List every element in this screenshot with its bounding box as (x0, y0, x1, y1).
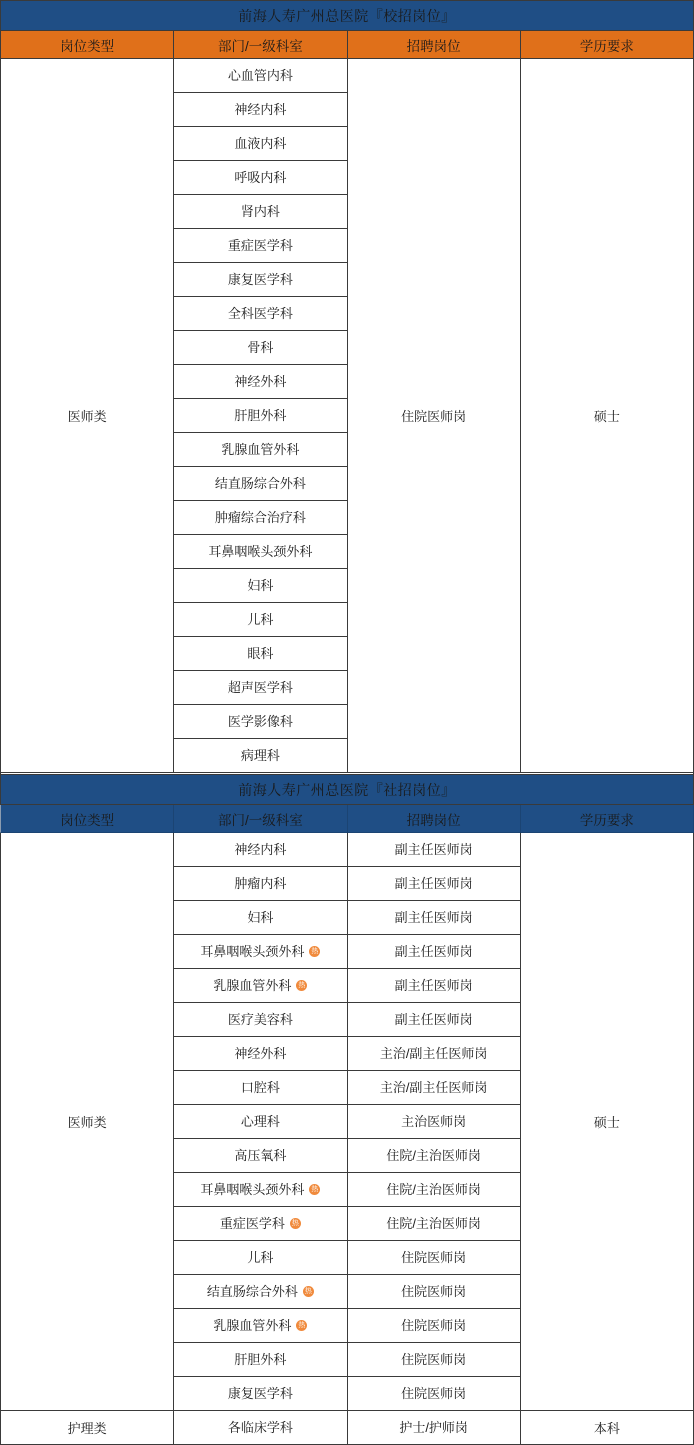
department-label: 神经外科 (234, 1046, 287, 1061)
department-cell (174, 297, 347, 331)
section-title: 前海人寿广州总医院『校招岗位』 (1, 1, 694, 31)
department-label: 重症医学科 (219, 1216, 285, 1231)
position-cell: 副主任医师岗 (347, 901, 520, 935)
hot-icon: 热 (304, 1288, 312, 1296)
column-header-1: 岗位类型 (1, 31, 174, 59)
position-cell: 住院/主治医师岗 (347, 1139, 520, 1173)
education-cell: 本科 (520, 1411, 693, 1445)
position-cell: 副主任医师岗 (347, 867, 520, 901)
department-cell (174, 671, 347, 705)
hot-icon: 热 (311, 1186, 319, 1194)
position-cell: 主治/副主任医师岗 (347, 1071, 520, 1105)
department-label: 肿瘤综合治疗科 (214, 510, 306, 525)
department-label: 妇科 (247, 578, 274, 593)
column-header-4: 学历要求 (520, 31, 693, 59)
department-cell (174, 1037, 347, 1071)
department-cell (174, 1275, 347, 1309)
department-cell (174, 603, 347, 637)
department-label: 乳腺血管外科 (213, 1318, 292, 1333)
department-cell (174, 1105, 347, 1139)
department-cell (174, 569, 347, 603)
column-header-3: 招聘岗位 (347, 31, 520, 59)
department-cell (174, 161, 347, 195)
department-label: 结直肠综合外科 (214, 476, 306, 491)
department-cell (174, 969, 347, 1003)
column-header-2: 部门/一级科室 (174, 805, 347, 833)
column-header-row (1, 31, 694, 59)
department-label: 超声医学科 (227, 680, 293, 695)
position-cell: 住院/主治医师岗 (347, 1207, 520, 1241)
position-cell: 主治/副主任医师岗 (347, 1037, 520, 1071)
education-cell: 硕士 (520, 833, 693, 1411)
department-cell (174, 399, 347, 433)
department-label: 肿瘤内科 (234, 876, 287, 891)
column-header-2: 部门/一级科室 (174, 31, 347, 59)
department-cell (174, 1241, 347, 1275)
department-label: 眼科 (247, 646, 274, 661)
department-label: 心血管内科 (227, 68, 293, 83)
column-header-row (1, 805, 694, 833)
department-cell (174, 195, 347, 229)
position-cell: 住院医师岗 (347, 1377, 520, 1411)
table-row (1, 59, 694, 93)
department-label: 各临床学科 (227, 1420, 293, 1435)
department-label: 康复医学科 (227, 272, 293, 287)
department-label: 耳鼻咽喉头颈外科 (208, 544, 313, 559)
department-label: 重症医学科 (227, 238, 293, 253)
position-cell: 护士/护师岗 (347, 1411, 520, 1445)
department-cell (174, 331, 347, 365)
department-label: 骨科 (247, 340, 274, 355)
position-cell: 住院医师岗 (347, 1241, 520, 1275)
position-cell: 副主任医师岗 (347, 1003, 520, 1037)
department-label: 乳腺血管外科 (221, 442, 300, 457)
department-label: 神经内科 (234, 842, 287, 857)
department-label: 肝胆外科 (234, 408, 287, 423)
position-cell: 住院医师岗 (347, 1309, 520, 1343)
position-cell: 住院医师岗 (347, 1275, 520, 1309)
department-cell (174, 365, 347, 399)
department-label: 病理科 (240, 748, 280, 763)
hot-icon: 热 (311, 948, 319, 956)
column-header-3: 招聘岗位 (347, 805, 520, 833)
department-cell (174, 501, 347, 535)
department-cell (174, 1173, 347, 1207)
department-cell (174, 739, 347, 773)
department-label: 医学影像科 (227, 714, 293, 729)
department-label: 全科医学科 (227, 306, 293, 321)
department-label: 口腔科 (240, 1080, 280, 1095)
position-cell: 副主任医师岗 (347, 935, 520, 969)
department-label: 肾内科 (240, 204, 280, 219)
section-title-row (1, 1, 694, 31)
hot-icon: 热 (298, 1322, 306, 1330)
department-cell (174, 705, 347, 739)
department-cell (174, 1343, 347, 1377)
department-label: 呼吸内科 (234, 170, 287, 185)
position-cell: 住院医师岗 (347, 59, 520, 773)
hot-icon: 热 (298, 982, 306, 990)
department-cell (174, 867, 347, 901)
hot-icon: 热 (291, 1220, 299, 1228)
department-cell (174, 935, 347, 969)
department-label: 肝胆外科 (234, 1352, 287, 1367)
department-label: 医疗美容科 (227, 1012, 293, 1027)
position-cell: 住院医师岗 (347, 1343, 520, 1377)
department-cell (174, 1377, 347, 1411)
department-label: 康复医学科 (227, 1386, 293, 1401)
table-row (1, 1411, 694, 1445)
department-label: 耳鼻咽喉头颈外科 (200, 944, 305, 959)
department-cell (174, 833, 347, 867)
department-cell (174, 1309, 347, 1343)
department-cell (174, 637, 347, 671)
department-cell (174, 127, 347, 161)
column-header-4: 学历要求 (520, 805, 693, 833)
department-label: 心理科 (240, 1114, 280, 1129)
column-header-1: 岗位类型 (1, 805, 174, 833)
department-label: 耳鼻咽喉头颈外科 (200, 1182, 305, 1197)
department-cell (174, 93, 347, 127)
department-cell (174, 263, 347, 297)
department-label: 高压氧科 (234, 1148, 287, 1163)
department-cell (174, 1139, 347, 1173)
department-cell (174, 1003, 347, 1037)
department-label: 儿科 (247, 612, 274, 627)
department-label: 神经外科 (234, 374, 287, 389)
department-cell (174, 535, 347, 569)
department-cell (174, 901, 347, 935)
department-label: 儿科 (247, 1250, 274, 1265)
section-title-row (1, 775, 694, 805)
department-label: 妇科 (247, 910, 274, 925)
department-cell (174, 1071, 347, 1105)
position-cell: 副主任医师岗 (347, 833, 520, 867)
section-title: 前海人寿广州总医院『社招岗位』 (1, 775, 694, 805)
job-type-cell: 医师类 (1, 59, 174, 773)
department-cell (174, 433, 347, 467)
job-type-cell: 护理类 (1, 1411, 174, 1445)
department-cell (174, 229, 347, 263)
department-cell (174, 59, 347, 93)
department-label: 结直肠综合外科 (206, 1284, 298, 1299)
department-cell (174, 1207, 347, 1241)
department-label: 神经内科 (234, 102, 287, 117)
department-cell (174, 1411, 347, 1445)
position-cell: 副主任医师岗 (347, 969, 520, 1003)
education-cell: 硕士 (520, 59, 693, 773)
department-label: 血液内科 (234, 136, 287, 151)
department-cell (174, 467, 347, 501)
position-cell: 主治医师岗 (347, 1105, 520, 1139)
department-label: 乳腺血管外科 (213, 978, 292, 993)
position-cell: 住院/主治医师岗 (347, 1173, 520, 1207)
job-type-cell: 医师类 (1, 833, 174, 1411)
table-row (1, 833, 694, 867)
